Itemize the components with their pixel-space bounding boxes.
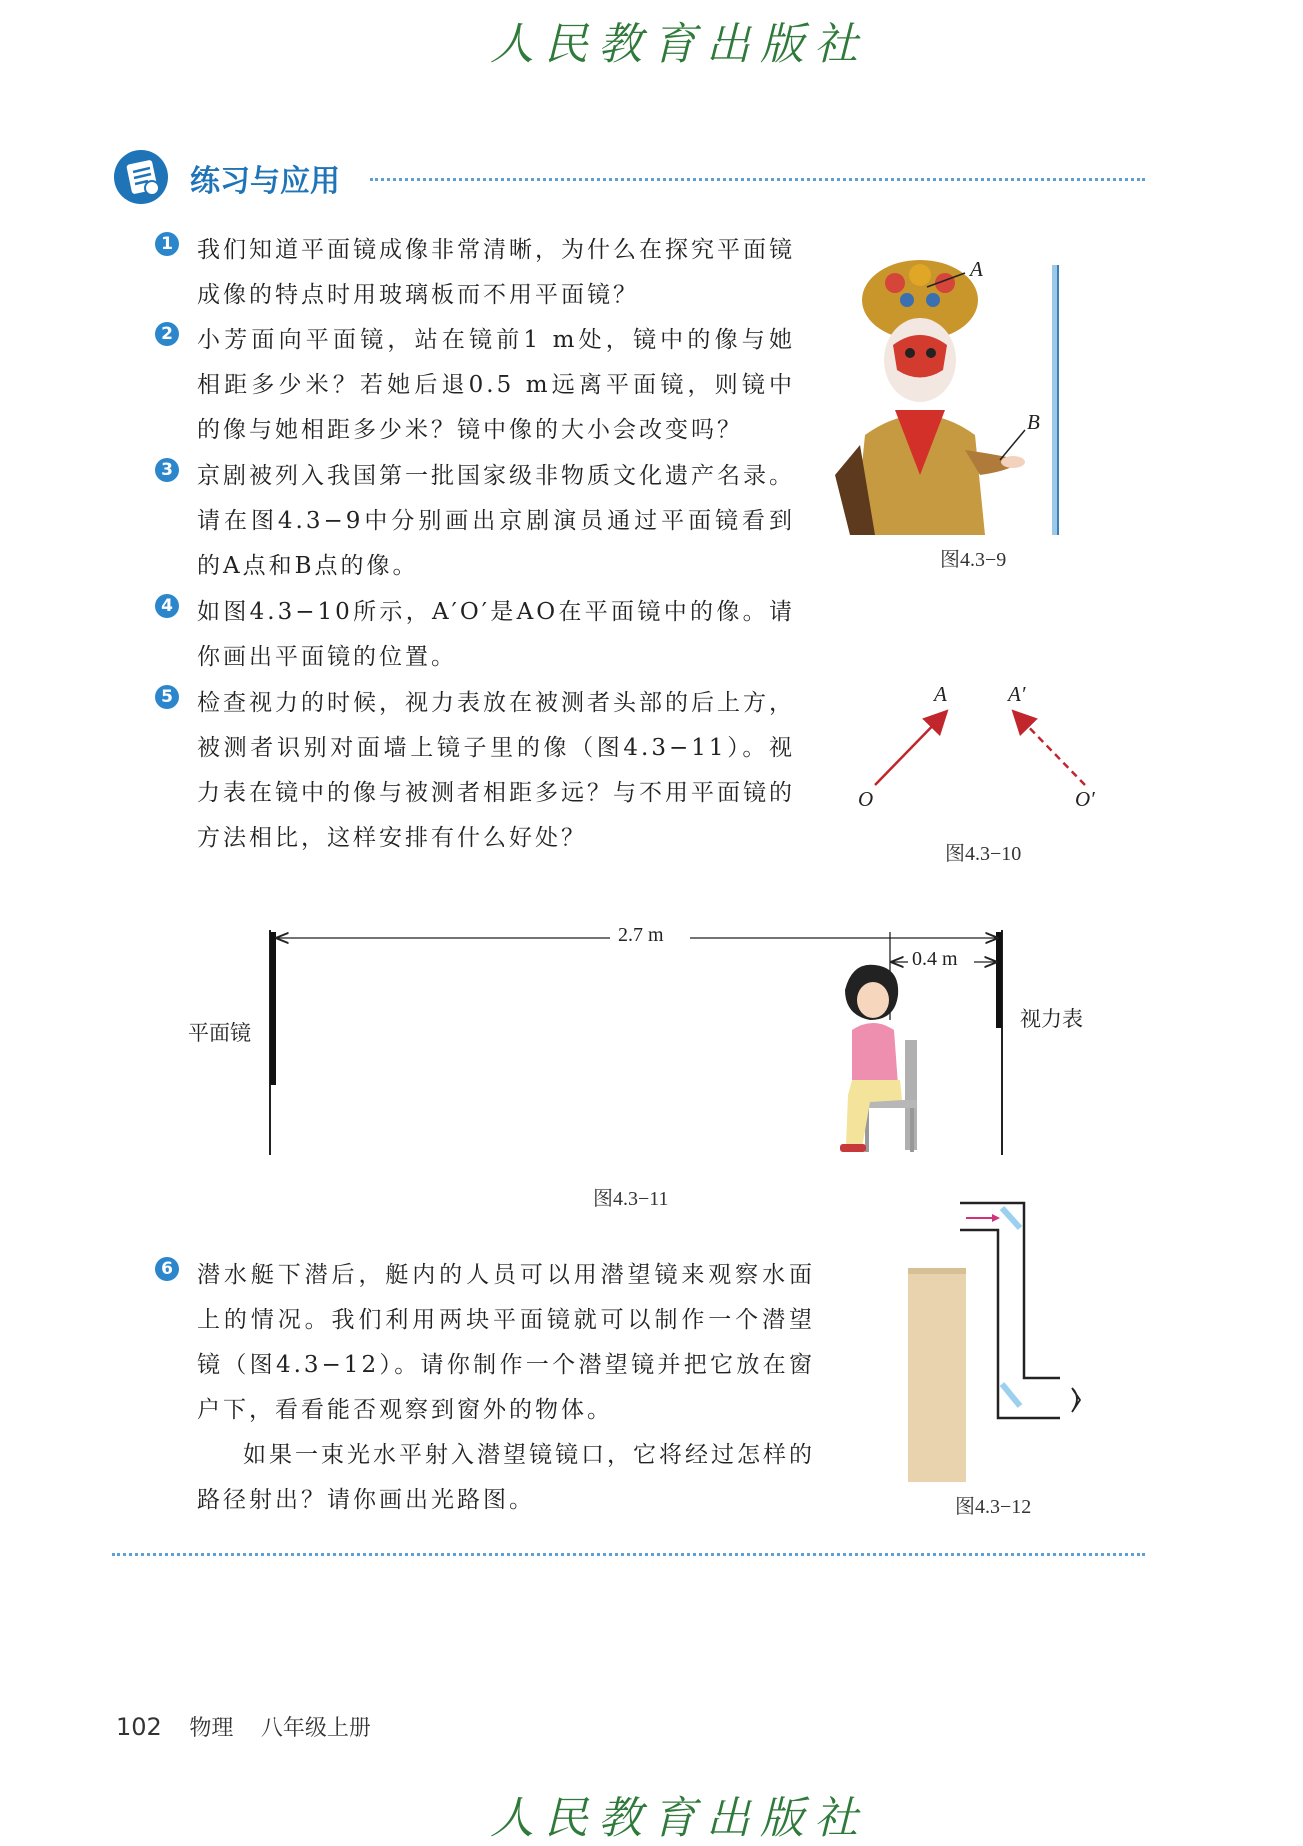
question-number: 4 xyxy=(155,594,179,618)
question-text: 潜水艇下潜后，艇内的人员可以用潜望镜来观察水面上的情况。我们利用两块平面镜就可以制作一个潜望镜（图4.3−12）。请你制作一个潜望镜并把它放在窗户下，看看能否观察到窗外的物体。 xyxy=(197,1262,815,1423)
question-text-extra: 如果一束光水平射入潜望镜镜口，它将经过怎样的路径射出？请你画出光路图。 xyxy=(197,1442,815,1513)
question-text: 京剧被列入我国第一批国家级非物质文化遗产名录。请在图4.3−9中分别画出京剧演员通过平面镜看到的A点和B点的像。 xyxy=(197,463,795,579)
grade-label: 八年级上册 xyxy=(260,1716,371,1741)
section-divider-top xyxy=(370,178,1145,181)
dist-small-label: 0.4 m xyxy=(912,948,958,970)
question-6 xyxy=(155,1253,815,1523)
fig10-label-o: O xyxy=(858,787,874,811)
eye-icon xyxy=(1072,1388,1080,1412)
question-text: 如图4.3−10所示，A′O′是AO在平面镜中的像。请你画出平面镜的位置。 xyxy=(197,599,795,670)
eye-chart-label: 视力表 xyxy=(1020,1007,1083,1031)
section-title: 练习与应用 xyxy=(190,164,340,199)
ray-a2o2 xyxy=(1015,713,1085,785)
question-4 xyxy=(155,590,795,680)
fig10-label-o-prime: O′ xyxy=(1075,787,1095,811)
ray-ao xyxy=(875,713,945,785)
question-text: 检查视力的时候，视力表放在被测者头部的后上方，被测者识别对面墙上镜子里的像（图4.3−11）。视力表在镜中的像与被测者相距多远？与不用平面镜的方法相比，这样安排有什么好处？ xyxy=(197,690,795,851)
page-footer xyxy=(116,1711,371,1742)
fig9-caption: 图4.3−9 xyxy=(940,549,1007,571)
question-5 xyxy=(155,681,795,861)
section-icon xyxy=(112,148,172,210)
question-text: 小芳面向平面镜，站在镜前1 m处，镜中的像与她相距多少米？若她后退0.5 m远离平面镜，则镜中的像与她相距多少米？镜中像的大小会改变吗？ xyxy=(197,327,795,443)
question-text: 我们知道平面镜成像非常清晰，为什么在探究平面镜成像的特点时用玻璃板而不用平面镜？ xyxy=(197,237,795,308)
fig10-label-a-prime: A′ xyxy=(1008,682,1026,706)
question-number: 5 xyxy=(155,685,179,709)
dist-total-label: 2.7 m xyxy=(618,924,664,946)
wall-block xyxy=(908,1272,966,1482)
opera-performer-illustration xyxy=(815,245,1065,535)
question-number: 2 xyxy=(155,322,179,346)
figure-4-3-10 xyxy=(850,682,1110,819)
fig10-label-a: A xyxy=(934,682,947,706)
question-2 xyxy=(155,318,795,453)
fig9-label-a: A xyxy=(970,257,983,281)
figure-4-3-9 xyxy=(815,245,1065,539)
seated-girl-illustration xyxy=(840,965,917,1152)
question-number: 1 xyxy=(155,232,179,256)
figure-4-3-11 xyxy=(240,920,1040,1174)
subject-label: 物理 xyxy=(189,1716,234,1741)
fig9-label-b: B xyxy=(1027,410,1040,434)
publisher-logo-top: 人民教育出版社 xyxy=(490,19,868,70)
question-3 xyxy=(155,454,795,589)
page-number: 102 xyxy=(116,1713,162,1741)
mirror-label: 平面镜 xyxy=(188,1021,251,1045)
fig10-caption: 图4.3−10 xyxy=(945,843,1022,865)
figure-4-3-12 xyxy=(900,1200,1100,1494)
publisher-logo-bottom: 人民教育出版社 xyxy=(490,1793,868,1844)
question-number: 6 xyxy=(155,1257,179,1281)
top-mirror xyxy=(1002,1208,1020,1228)
bottom-mirror xyxy=(1002,1384,1020,1406)
question-number: 3 xyxy=(155,458,179,482)
fig12-caption: 图4.3−12 xyxy=(955,1496,1032,1518)
fig11-caption: 图4.3−11 xyxy=(593,1188,669,1210)
section-divider-bottom xyxy=(112,1553,1145,1556)
question-1 xyxy=(155,228,795,318)
